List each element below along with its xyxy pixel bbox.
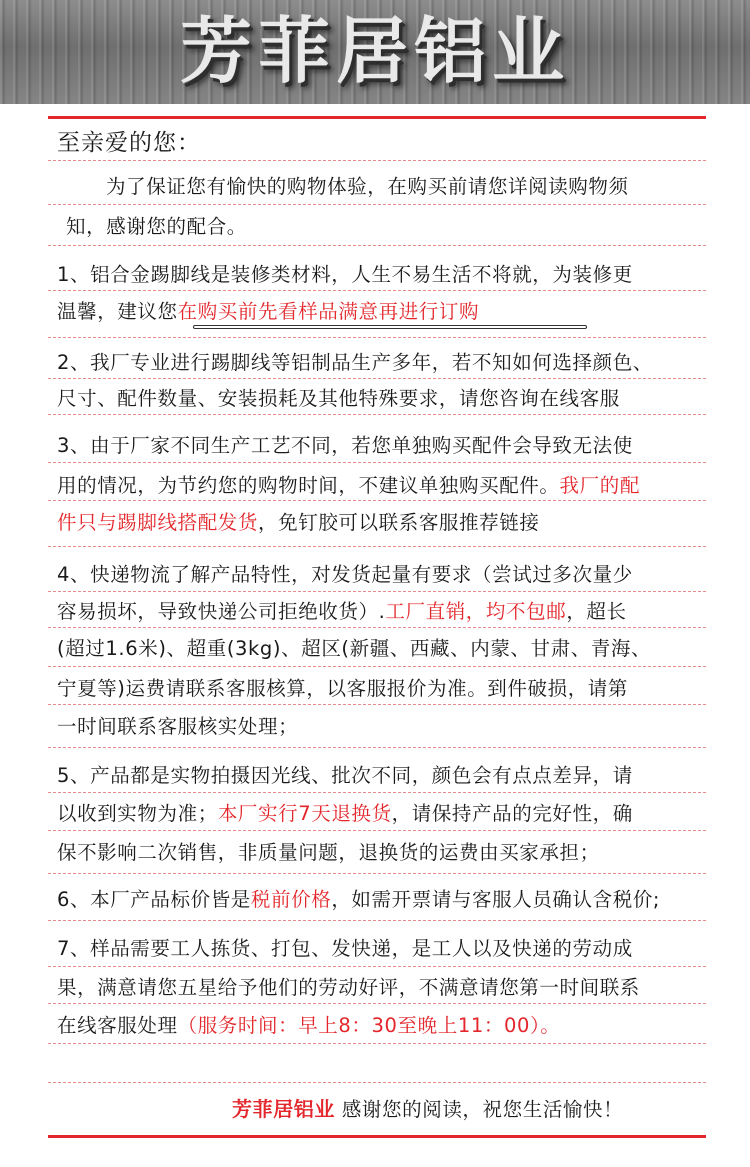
divider: [48, 546, 706, 547]
item-5-line-2: 以收到实物为准；本厂实行7天退换货，请保持产品的完好性，确: [57, 802, 633, 825]
item-2-line-1: 2、我厂专业进行踢脚线等铝制品生产多年，若不知如何选择颜色、: [57, 351, 653, 374]
footer-line: [232, 1096, 623, 1123]
intro-line-1: 为了保证您有愉快的购物体验，在购买前请您详阅读购物须: [106, 175, 629, 198]
item-6-line-1: 6、本厂产品标价皆是税前价格，如需开票请与客服人员确认含税价;: [57, 888, 661, 911]
divider: [48, 1003, 706, 1004]
divider: [48, 792, 706, 793]
divider: [48, 290, 706, 291]
item-3-highlight-b: 件只与踢脚线搭配发货: [57, 511, 259, 534]
item-4-line-5: 一时间联系客服核实处理；: [57, 715, 299, 738]
item-2-line-2: 尺寸、配件数量、安装损耗及其他特殊要求，请您咨询在线客服: [57, 387, 620, 410]
greeting: 至亲爱的您：: [57, 130, 201, 156]
footer-message: 感谢您的阅读，祝您生活愉快！: [341, 1098, 624, 1121]
item-6-highlight: 税前价格: [250, 888, 332, 911]
divider: [48, 873, 706, 874]
top-red-rule: [48, 116, 706, 119]
item-3-line-3: 件只与踢脚线搭配发货，免钉胶可以联系客服推荐链接: [57, 511, 540, 534]
brand-title: 芳菲居铝业: [179, 9, 570, 93]
item-4-line-3: (超过1.6米)、超重(3kg)、超区(新疆、西藏、内蒙、甘肃、青海、: [57, 637, 652, 660]
item-4-highlight: 工厂直销，均不包邮: [385, 600, 567, 623]
item-7-line-3: 在线客服处理（服务时间：早上8：30至晚上11：00）。: [57, 1014, 561, 1037]
item-5-line-1: 5、产品都是实物拍摄因光线、批次不同，颜色会有点点差异，请: [57, 764, 633, 787]
divider: [48, 245, 706, 246]
item-3-line-2: 用的情况，为节约您的购物时间，不建议单独购买配件。我厂的配: [57, 474, 640, 497]
footer-brand: 芳菲居铝业: [232, 1097, 335, 1121]
divider: [48, 920, 706, 921]
item-7-highlight: （服务时间：早上8：30至晚上11：00）。: [177, 1014, 561, 1037]
divider: [48, 830, 706, 831]
divider: [48, 747, 706, 748]
item-1-line-2: 温馨，建议您在购买前先看样品满意再进行订购: [57, 300, 480, 323]
intro-line-2: 知，感谢您的配合。: [66, 215, 247, 238]
divider: [48, 1082, 706, 1083]
divider: [48, 627, 706, 628]
divider: [48, 500, 706, 501]
divider: [48, 966, 706, 967]
item-4-line-2: 容易损坏，导致快递公司拒绝收货）.工厂直销，均不包邮，超长: [57, 600, 627, 623]
divider: [48, 414, 706, 415]
item-7-line-2: 果，满意请您五星给予他们的劳动好评，不满意请您第一时间联系: [57, 976, 640, 999]
highlight-underline: [193, 325, 587, 329]
item-7-line-1: 7、样品需要工人拣货、打包、发快递，是工人以及快递的劳动成: [57, 937, 633, 960]
divider: [48, 1043, 706, 1044]
item-5-line-3: 保不影响二次销售，非质量问题，退换货的运费由买家承担；: [57, 841, 600, 864]
divider: [48, 591, 706, 592]
divider: [48, 337, 706, 338]
divider: [48, 204, 706, 205]
item-1-line-1: 1、铝合金踢脚线是装修类材料，人生不易生活不将就，为装修更: [57, 263, 633, 286]
item-4-line-4: 宁夏等)运费请联系客服核算，以客服报价为准。到件破损，请第: [57, 677, 629, 700]
item-5-highlight: 本厂实行7天退换货: [217, 802, 392, 825]
header-banner: [0, 0, 750, 104]
bottom-red-rule: [48, 1135, 706, 1138]
item-4-line-1: 4、快递物流了解产品特性，对发货起量有要求（尝试过多次量少: [57, 563, 633, 586]
divider: [48, 378, 706, 379]
item-3-line-1: 3、由于厂家不同生产工艺不同，若您单独购买配件会导致无法使: [57, 434, 633, 457]
item-1-highlight: 在购买前先看样品满意再进行订购: [177, 300, 480, 323]
divider: [48, 462, 706, 463]
item-3-highlight-a: 我厂的配: [559, 474, 640, 497]
divider: [48, 160, 706, 161]
divider: [48, 704, 706, 705]
divider: [48, 666, 706, 667]
